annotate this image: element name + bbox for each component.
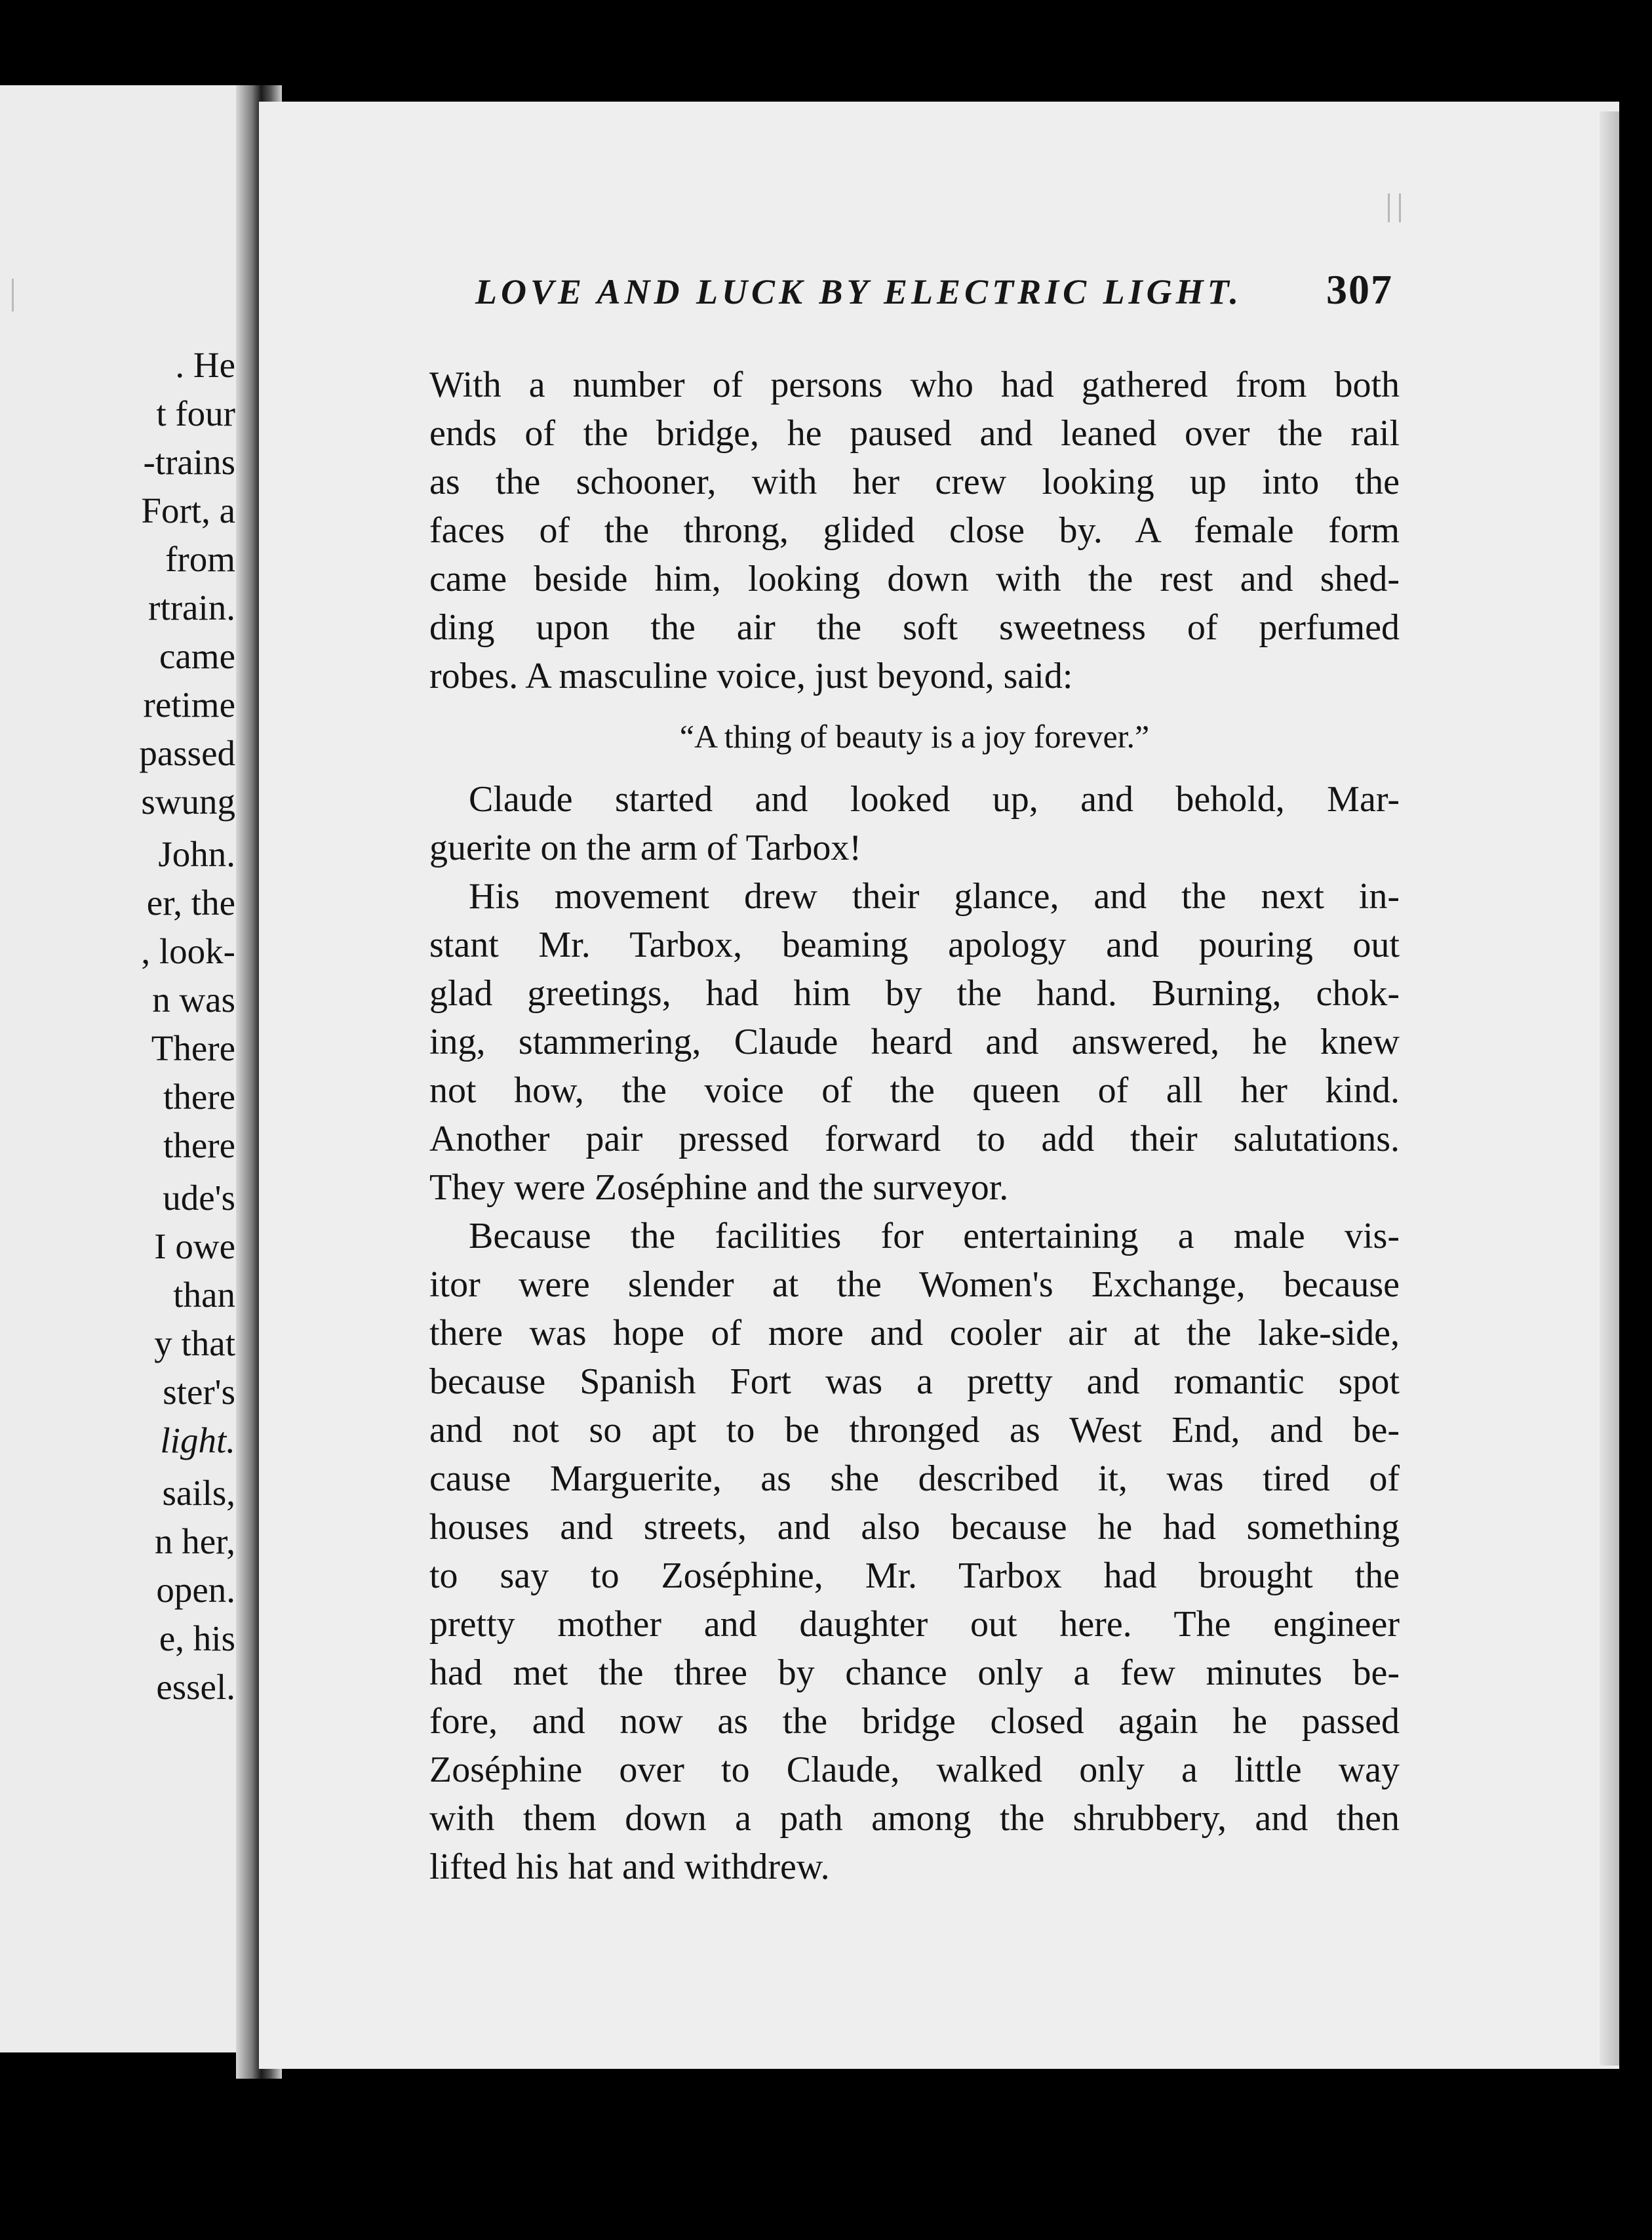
- left-fragment: y that: [154, 1323, 235, 1363]
- text-line: and not so apt to be thronged as West End, and be-: [429, 1410, 1400, 1450]
- text-line: there was hope of more and cooler air at the lake-side,: [429, 1313, 1400, 1353]
- left-fragment: John.: [158, 834, 235, 874]
- left-fragment: there: [163, 1077, 235, 1117]
- text-line: cause Marguerite, as she described it, was tired of: [429, 1458, 1400, 1499]
- left-fragment: , look-: [141, 931, 235, 971]
- text-line: faces of the throng, glided close by. A female form: [429, 510, 1400, 551]
- left-fragment: passed: [139, 733, 235, 773]
- left-fragment: open.: [156, 1570, 235, 1610]
- left-fragment: n was: [152, 980, 235, 1020]
- left-fragment: I owe: [154, 1226, 235, 1266]
- text-line: houses and streets, and also because he had something: [429, 1507, 1400, 1548]
- text-line: His movement drew their glance, and the next in-: [469, 876, 1400, 917]
- text-line: With a number of persons who had gathered from both: [429, 365, 1400, 405]
- text-line: ing, stammering, Claude heard and answered, he knew: [429, 1022, 1400, 1062]
- text-line: guerite on the arm of Tarbox!: [429, 828, 862, 868]
- left-fragment: than: [173, 1275, 235, 1315]
- running-header: [475, 266, 1393, 311]
- text-line: with them down a path among the shrubbery, and then: [429, 1798, 1400, 1839]
- text-line: They were Zoséphine and the surveyor.: [429, 1167, 1009, 1208]
- text-line: itor were slender at the Women's Exchange, because: [429, 1264, 1400, 1305]
- left-fragment: retime: [143, 685, 235, 725]
- left-fragment: swung: [141, 782, 235, 822]
- text-line: ends of the bridge, he paused and leaned over the rail: [429, 413, 1400, 454]
- text-line: Because the facilities for entertaining a male vis-: [469, 1216, 1400, 1256]
- text-line: pretty mother and daughter out here. The engineer: [429, 1604, 1400, 1645]
- text-line: glad greetings, had him by the hand. Burning, chok-: [429, 973, 1400, 1014]
- left-fragment: er, the: [146, 883, 235, 923]
- text-line: had met the three by chance only a few minutes be-: [429, 1652, 1400, 1693]
- text-line: not how, the voice of the queen of all her kind.: [429, 1070, 1400, 1111]
- left-fragment: light.: [160, 1420, 235, 1460]
- text-line: Claude started and looked up, and behold, Mar-: [469, 779, 1400, 820]
- left-fragment: Fort, a: [141, 490, 235, 530]
- left-fragment: ude's: [163, 1178, 235, 1218]
- left-fragment: n her,: [154, 1521, 235, 1561]
- text-line: Zoséphine over to Claude, walked only a little way: [429, 1750, 1400, 1790]
- page-number: 307: [1326, 266, 1393, 313]
- left-fragment: . He: [175, 345, 235, 385]
- left-fragment: rtrain.: [148, 588, 235, 628]
- left-fragment: e, his: [159, 1618, 235, 1658]
- facing-page-left: [0, 85, 259, 2052]
- left-fragment: ster's: [163, 1372, 235, 1412]
- facing-page-text: [0, 341, 235, 1711]
- left-fragment: -trains: [143, 442, 235, 482]
- text-line: because Spanish Fort was a pretty and romantic spot: [429, 1361, 1400, 1402]
- left-fragment: sails,: [162, 1473, 235, 1513]
- text-line: robes. A masculine voice, just beyond, said:: [429, 656, 1073, 696]
- left-fragment: there: [163, 1125, 235, 1165]
- body-text: [429, 361, 1400, 1891]
- left-fragment: essel.: [156, 1667, 235, 1707]
- block-quote: “A thing of beauty is a joy forever.”: [679, 718, 1150, 755]
- left-fragment: came: [159, 636, 235, 676]
- left-fragment: t four: [156, 393, 235, 433]
- page-right: [259, 102, 1619, 2069]
- page-edge-mark: [12, 279, 16, 311]
- left-fragment: from: [165, 539, 235, 579]
- text-line: as the schooner, with her crew looking up into the: [429, 462, 1400, 502]
- page-right-edge: [1600, 111, 1619, 2066]
- text-line: lifted his hat and withdrew.: [429, 1847, 830, 1887]
- text-line: ding upon the air the soft sweetness of perfumed: [429, 607, 1400, 648]
- text-line: fore, and now as the bridge closed again he passed: [429, 1701, 1400, 1742]
- text-line: came beside him, looking down with the rest and shed-: [429, 559, 1400, 599]
- text-line: to say to Zoséphine, Mr. Tarbox had brought the: [429, 1555, 1400, 1596]
- page-edge-mark: [1388, 193, 1401, 222]
- text-line: stant Mr. Tarbox, beaming apology and pouring out: [429, 925, 1400, 965]
- running-title: LOVE AND LUCK BY ELECTRIC LIGHT.: [475, 272, 1243, 311]
- left-fragment: There: [151, 1028, 235, 1068]
- text-line: Another pair pressed forward to add their salutations.: [429, 1119, 1400, 1159]
